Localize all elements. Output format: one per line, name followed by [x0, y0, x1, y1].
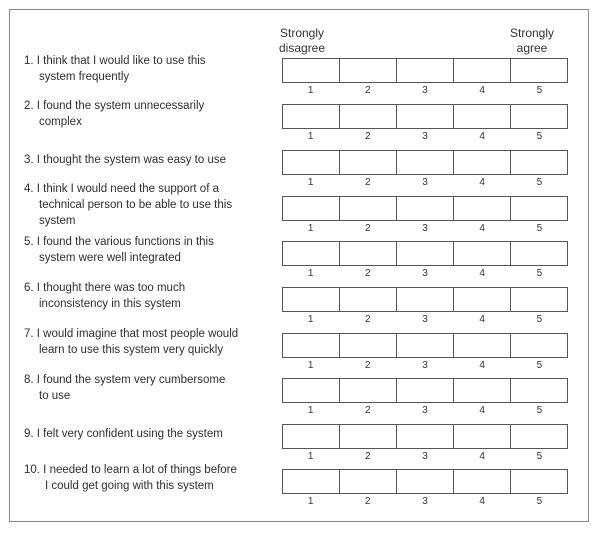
question-line: 4. I think I would need the support of a	[24, 183, 219, 195]
rating-box-3[interactable]	[397, 105, 454, 128]
scale-numbers	[282, 405, 568, 416]
question-text	[24, 280, 264, 312]
scale-number: 5	[536, 314, 543, 325]
scale-number: 5	[536, 405, 543, 416]
rating-box-2[interactable]	[340, 197, 397, 220]
scale-number: 1	[307, 85, 314, 96]
question-line: system were well integrated	[39, 252, 181, 264]
rating-box-4[interactable]	[454, 379, 511, 402]
scale-number: 4	[479, 314, 485, 325]
rating-box-5[interactable]	[511, 59, 567, 82]
scale-number: 3	[422, 314, 428, 325]
rating-box-2[interactable]	[340, 334, 397, 357]
scale-number: 2	[365, 223, 371, 234]
rating-box-5[interactable]	[511, 379, 567, 402]
question-line: I could get going with this system	[45, 480, 214, 492]
question-line: learn to use this system very quickly	[39, 344, 224, 356]
question-line: to use	[39, 390, 71, 402]
scale-number: 3	[422, 177, 428, 188]
scale-number: 5	[536, 223, 543, 234]
rating-box-4[interactable]	[454, 334, 511, 357]
question-text	[24, 426, 264, 442]
rating-box-5[interactable]	[511, 470, 567, 493]
scale-number: 1	[307, 223, 314, 234]
scale-number: 3	[422, 496, 428, 507]
rating-box-2[interactable]	[340, 242, 397, 265]
question-text	[24, 372, 264, 404]
scale-numbers	[282, 360, 568, 371]
scale-number: 1	[307, 496, 314, 507]
rating-box-3[interactable]	[397, 334, 454, 357]
scale-number: 5	[536, 360, 543, 371]
rating-box-1[interactable]	[283, 105, 340, 128]
scale-number: 1	[307, 131, 314, 142]
scale-number: 1	[307, 177, 314, 188]
scale-number: 3	[422, 85, 428, 96]
scale-number: 2	[365, 496, 371, 507]
rating-scale	[282, 58, 568, 83]
rating-box-1[interactable]	[283, 242, 340, 265]
question-text	[24, 98, 264, 130]
rating-scale	[282, 424, 568, 449]
rating-scale	[282, 104, 568, 129]
rating-scale	[282, 333, 568, 358]
scale-number: 5	[536, 268, 543, 279]
scale-number: 4	[479, 496, 485, 507]
scale-number: 1	[307, 314, 314, 325]
rating-box-1[interactable]	[283, 334, 340, 357]
rating-box-3[interactable]	[397, 470, 454, 493]
rating-box-5[interactable]	[511, 197, 567, 220]
scale-number: 5	[536, 451, 543, 462]
scale-number: 1	[307, 360, 314, 371]
rating-scale	[282, 241, 568, 266]
question-line: complex	[39, 116, 82, 128]
scale-number: 3	[422, 405, 428, 416]
question-line: system frequently	[39, 71, 130, 83]
rating-box-5[interactable]	[511, 151, 567, 174]
scale-numbers	[282, 268, 568, 279]
rating-box-3[interactable]	[397, 151, 454, 174]
scale-number: 2	[365, 360, 371, 371]
scale-number: 2	[365, 268, 371, 279]
question-text	[24, 152, 264, 168]
scale-numbers	[282, 314, 568, 325]
scale-numbers	[282, 177, 568, 188]
scale-number: 5	[536, 496, 543, 507]
scale-number: 2	[365, 451, 371, 462]
rating-box-4[interactable]	[454, 59, 511, 82]
rating-box-1[interactable]	[283, 470, 340, 493]
scale-number: 4	[479, 451, 485, 462]
strongly-agree-label: Strongly agree	[510, 26, 555, 55]
scale-number: 4	[479, 131, 485, 142]
question-text	[24, 326, 264, 358]
question-line: 6. I thought there was too much	[24, 282, 186, 294]
scale-number: 5	[536, 85, 543, 96]
rating-box-3[interactable]	[397, 242, 454, 265]
rating-box-3[interactable]	[397, 288, 454, 311]
scale-numbers	[282, 131, 568, 142]
rating-box-1[interactable]	[283, 151, 340, 174]
scale-number: 2	[365, 85, 371, 96]
rating-box-2[interactable]	[340, 470, 397, 493]
rating-box-2[interactable]	[340, 151, 397, 174]
rating-box-4[interactable]	[454, 242, 511, 265]
rating-box-3[interactable]	[397, 59, 454, 82]
rating-box-2[interactable]	[340, 288, 397, 311]
rating-scale	[282, 469, 568, 494]
scale-number: 3	[422, 268, 428, 279]
scale-number: 2	[365, 131, 371, 142]
scale-numbers	[282, 496, 568, 507]
question-line: 2. I found the system unnecessarily	[24, 100, 205, 112]
question-text	[24, 234, 264, 266]
rating-scale	[282, 287, 568, 312]
rating-box-5[interactable]	[511, 288, 567, 311]
rating-box-1[interactable]	[283, 379, 340, 402]
scale-numbers	[282, 85, 568, 96]
rating-box-1[interactable]	[283, 197, 340, 220]
scale-number: 4	[479, 85, 485, 96]
question-line: 5. I found the various functions in this	[24, 236, 214, 248]
scale-number: 3	[422, 360, 428, 371]
scale-number: 3	[422, 451, 428, 462]
scale-number: 3	[422, 223, 428, 234]
rating-box-2[interactable]	[340, 105, 397, 128]
rating-box-2[interactable]	[340, 59, 397, 82]
question-line: 8. I found the system very cumbersome	[24, 374, 226, 386]
scale-number: 4	[479, 268, 485, 279]
question-text	[24, 462, 264, 494]
question-line: 1. I think that I would like to use this	[24, 55, 206, 67]
scale-numbers	[282, 223, 568, 234]
rating-box-4[interactable]	[454, 105, 511, 128]
scale-number: 3	[422, 131, 428, 142]
question-line: inconsistency in this system	[39, 298, 181, 310]
scale-number: 2	[365, 177, 371, 188]
question-text	[24, 53, 264, 85]
scale-number: 2	[365, 405, 371, 416]
rating-box-3[interactable]	[397, 197, 454, 220]
scale-number: 4	[479, 177, 485, 188]
question-line: system	[39, 215, 76, 227]
strongly-disagree-label: Strongly disagree	[279, 26, 326, 55]
rating-scale	[282, 378, 568, 403]
rating-box-1[interactable]	[283, 425, 340, 448]
rating-scale	[282, 196, 568, 221]
scale-number: 2	[365, 314, 371, 325]
question-line: technical person to be able to use this	[39, 199, 233, 211]
scale-number: 4	[479, 405, 485, 416]
rating-box-2[interactable]	[340, 425, 397, 448]
question-line: 3. I thought the system was easy to use	[24, 154, 226, 166]
rating-box-1[interactable]	[283, 59, 340, 82]
scale-number: 4	[479, 360, 485, 371]
scale-number: 1	[307, 451, 314, 462]
question-line: 7. I would imagine that most people would	[24, 328, 239, 340]
scale-number: 5	[536, 177, 543, 188]
scale-number: 1	[307, 405, 314, 416]
scale-number: 5	[536, 131, 543, 142]
rating-scale	[282, 150, 568, 175]
rating-box-4[interactable]	[454, 470, 511, 493]
rating-box-4[interactable]	[454, 151, 511, 174]
rating-box-5[interactable]	[511, 105, 567, 128]
question-line: 9. I felt very confident using the system	[24, 428, 223, 440]
rating-box-2[interactable]	[340, 379, 397, 402]
scale-number: 4	[479, 223, 485, 234]
rating-box-3[interactable]	[397, 425, 454, 448]
rating-box-1[interactable]	[283, 288, 340, 311]
question-text	[24, 181, 264, 229]
rating-box-4[interactable]	[454, 197, 511, 220]
rating-box-5[interactable]	[511, 425, 567, 448]
scale-numbers	[282, 451, 568, 462]
scale-number: 1	[307, 268, 314, 279]
rating-box-4[interactable]	[454, 425, 511, 448]
rating-box-5[interactable]	[511, 334, 567, 357]
rating-box-4[interactable]	[454, 288, 511, 311]
rating-box-3[interactable]	[397, 379, 454, 402]
question-line: 10. I needed to learn a lot of things before	[24, 464, 237, 476]
rating-box-5[interactable]	[511, 242, 567, 265]
